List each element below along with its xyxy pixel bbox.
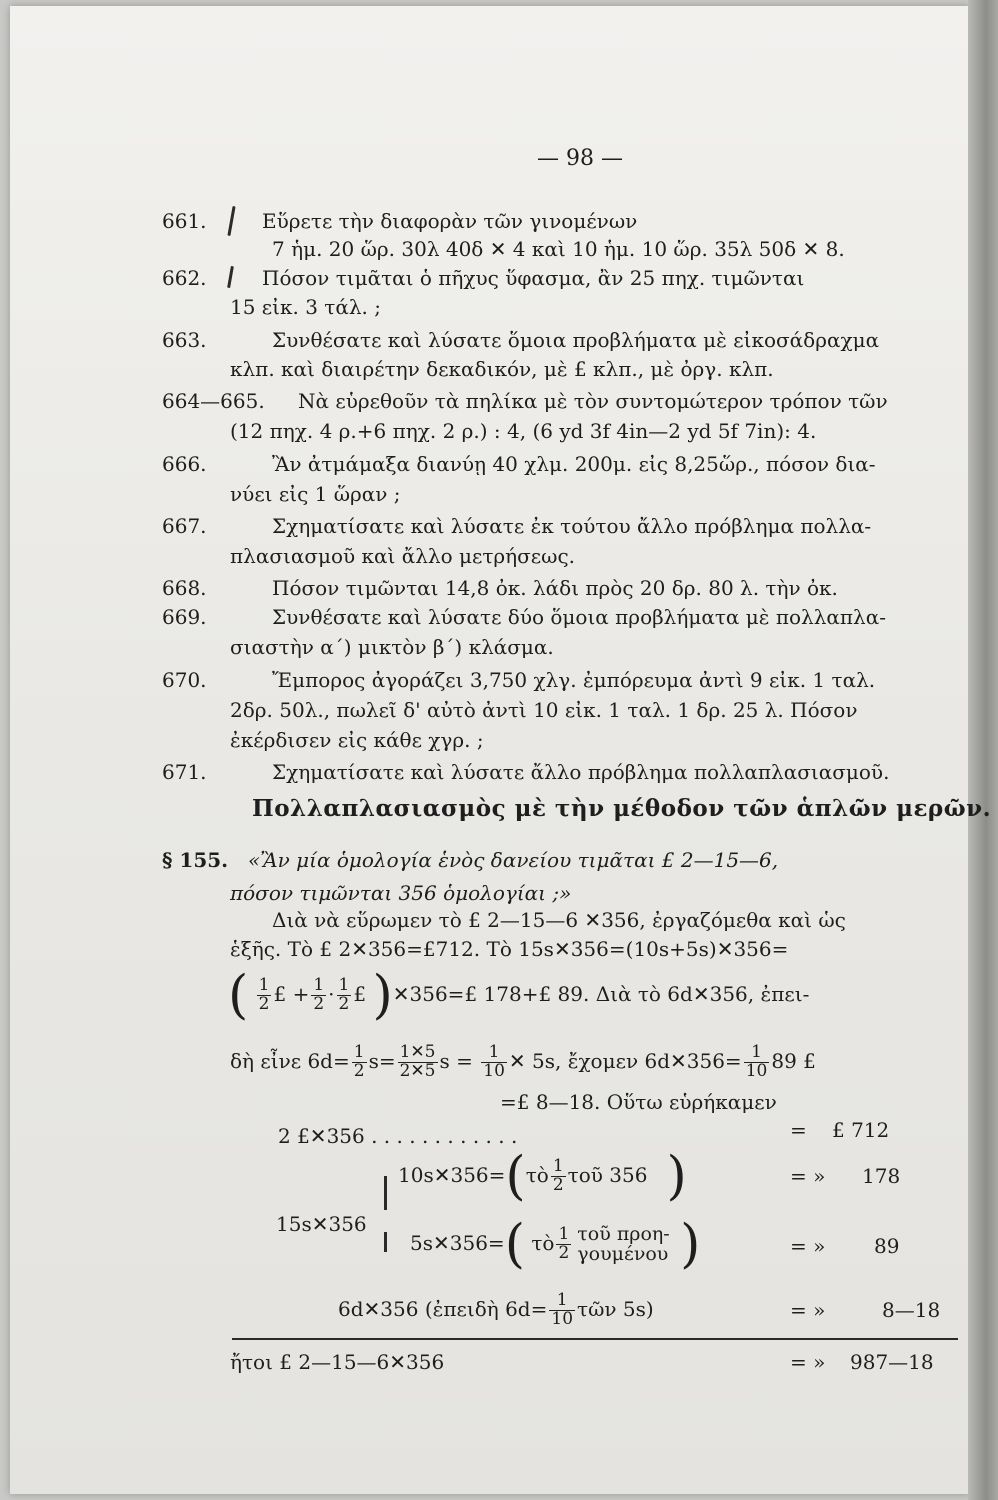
calc-eq: = » (790, 1164, 826, 1188)
calc-brace-label: 15s✕356 (276, 1212, 367, 1236)
exercise-text: Πόσον τιμῶνται 14,8 ὀκ. λάδι πρὸς 20 δρ. 80 λ. τὴν ὀκ. (272, 576, 838, 600)
exercise-text: Νὰ εὑρεθοῦν τὰ πηλίκα μὲ τὸν συντομώτερον τρόπον τῶν (298, 389, 888, 413)
exercise-number: 662. (162, 266, 207, 290)
calc-eq: = (790, 1118, 807, 1142)
fraction: $\frac{1}{10}$ (483, 1042, 505, 1081)
fraction: $\frac{1}{2}$ (258, 975, 270, 1014)
exercise-text: Συνθέσατε καὶ λύσατε δύο ὅμοια προβλήματα μὲ πολλαπλα- (272, 605, 886, 629)
book-spine (968, 0, 998, 1500)
section-heading: Πολλαπλασιασμὸς μὲ τὴν μέθοδον τῶν ἁπλῶν μερῶν. (252, 795, 992, 822)
exercise-text: Πόσον τιμᾶται ὁ πῆχυς ὕφασμα, ἂν 25 πηχ. τιμῶνται (262, 266, 805, 290)
exercise-number: 669. (162, 605, 207, 629)
calc-label: 10s✕356=(τὸ $\frac{1}{2}$ τοῦ 356 ) (398, 1146, 687, 1207)
fraction: $\frac{1}{2}$ (552, 1156, 564, 1195)
exercise-text: κλπ. καὶ διαιρέτην δεκαδικόν, μὲ £ κλπ., μὲ ὀργ. κλπ. (230, 357, 774, 381)
exercise-text: Ἔμπορος ἀγοράζει 3,750 χλγ. ἐμπόρευμα ἀντὶ 9 εἰκ. 1 ταλ. (272, 668, 876, 692)
fraction: $\frac{1}{2}$ (338, 975, 350, 1014)
fraction: $\frac{1}{2}$ (313, 975, 325, 1014)
exercise-text: νύει εἰς 1 ὥραν ; (230, 482, 401, 506)
calc-total-label: ἤτοι £ 2—15—6✕356 (230, 1350, 445, 1374)
section-text: =£ 8—18. Οὕτω εὑρήκαμεν (500, 1090, 777, 1114)
calc-eq: = » (790, 1298, 826, 1322)
calc-value: £ 712 (832, 1118, 890, 1142)
left-paren: ( (228, 965, 249, 1026)
exercise-text: σιαστὴν α΄) μικτὸν β΄) κλάσμα. (230, 635, 554, 659)
calc-eq: = » (790, 1234, 826, 1258)
section-text: ✕356=£ 178+£ 89. Διὰ τὸ 6d✕356, ἐπει- (392, 982, 810, 1006)
exercise-text: 15 εἰκ. 3 τάλ. ; (230, 295, 382, 319)
calc-label: 2 £✕356 . . . . . . . . . . . . (278, 1124, 518, 1148)
exercise-text: Σχηματίσατε καὶ λύσατε ἄλλο πρόβλημα πολλαπλασιασμοῦ. (272, 760, 890, 784)
calc-value: 178 (862, 1164, 901, 1188)
exercise-number: 668. (162, 576, 207, 600)
exercise-number: 663. (162, 328, 207, 352)
calc-total-value: 987—18 (850, 1350, 934, 1374)
section-text: Διὰ νὰ εὕρωμεν τὸ £ 2—15—6 ✕356, ἐργαζόμεθα καὶ ὡς (272, 908, 846, 932)
brace (384, 1232, 387, 1252)
exercise-number: 671. (162, 760, 207, 784)
fraction: $\frac{1✕5}{2✕5}$ (399, 1042, 436, 1081)
exercise-number: 664—665. (162, 389, 265, 413)
exercise-text: Σχηματίσατε καὶ λύσατε ἐκ τούτου ἄλλο πρόβλημα πολλα- (272, 514, 872, 538)
exercise-number: 670. (162, 668, 207, 692)
section-question: πόσον τιμῶνται 356 ὁμολογίαι ;» (230, 881, 572, 905)
exercise-text: πλασιασμοῦ καὶ ἄλλο μετρήσεως. (230, 544, 576, 568)
exercise-text: Ἂν ἀτμάμαξα διανύῃ 40 χλμ. 200μ. εἰς 8,25ὥρ., πόσον δια- (272, 452, 876, 476)
fraction: $\frac{1}{10}$ (551, 1290, 574, 1329)
pound-sign: £ (353, 982, 367, 1006)
section-formula: ( $\frac{1}{2}$ £ + $\frac{1}{2}$ · $\frac{1}{2}$ £ )✕356=£ 178+£ 89. Διὰ τὸ 6d✕356, ἐπει- (228, 965, 810, 1026)
exercise-text: 2δρ. 50λ., πωλεῖ δ' αὐτὸ ἀντὶ 10 εἰκ. 1 ταλ. 1 δρ. 25 λ. Πόσον (230, 698, 858, 722)
calc-value: 8—18 (882, 1298, 941, 1322)
fraction: $\frac{1}{2}$ (558, 1224, 570, 1263)
brace (384, 1176, 387, 1210)
page-number: — 98 — (537, 146, 623, 171)
exercise-text: Συνθέσατε καὶ λύσατε ὅμοια προβλήματα μὲ εἰκοσάδραχμα (272, 328, 880, 352)
exercise-text: ἐκέρδισεν εἰς κάθε χγρ. ; (230, 728, 484, 752)
calc-value: 89 (874, 1234, 900, 1258)
section-number: § 155. (162, 848, 229, 872)
fraction: $\frac{1}{10}$ (745, 1042, 768, 1081)
section-formula: δὴ εἶνε 6d= $\frac{1}{2}$ s= $\frac{1✕5}{2✕5}$ s = $\frac{1}{10}$ ✕ 5s, ἔχομεν 6d✕356= $\frac{1}{10}$ 89 £ (230, 1042, 816, 1081)
fraction: $\frac{1}{2}$ (353, 1042, 365, 1081)
section-text: ἑξῆς. Τὸ £ 2✕356=£712. Τὸ 15s✕356=(10s+5s)✕356= (230, 937, 789, 961)
section-question: «Ἂν μία ὁμολογία ἑνὸς δανείου τιμᾶται £ 2—15—6, (248, 848, 779, 872)
exercise-number: 667. (162, 514, 207, 538)
calc-label: 6d✕356 (ἐπειδὴ 6d= $\frac{1}{10}$ τῶν 5s) (338, 1290, 654, 1329)
exercise-number: 666. (162, 452, 207, 476)
sum-rule (232, 1338, 958, 1340)
exercise-text: Εὕρετε τὴν διαφορὰν τῶν γινομένων (262, 209, 638, 233)
right-paren: ) (372, 965, 393, 1026)
calc-label: 5s✕356=( τὸ $\frac{1}{2}$ τοῦ προη- γουμένου ) (410, 1214, 701, 1275)
exercise-number: 661. (162, 209, 207, 233)
exercise-text: (12 πηχ. 4 ρ.+6 πηχ. 2 ρ.) : 4, (6 yd 3f 4in—2 yd 5f 7in): 4. (230, 419, 817, 443)
pound-sign: £ (273, 982, 287, 1006)
exercise-text: 7 ἡμ. 20 ὥρ. 30λ 40δ ✕ 4 καὶ 10 ἡμ. 10 ὥρ. 35λ 50δ ✕ 8. (272, 237, 845, 261)
calc-eq: = » (790, 1350, 826, 1374)
